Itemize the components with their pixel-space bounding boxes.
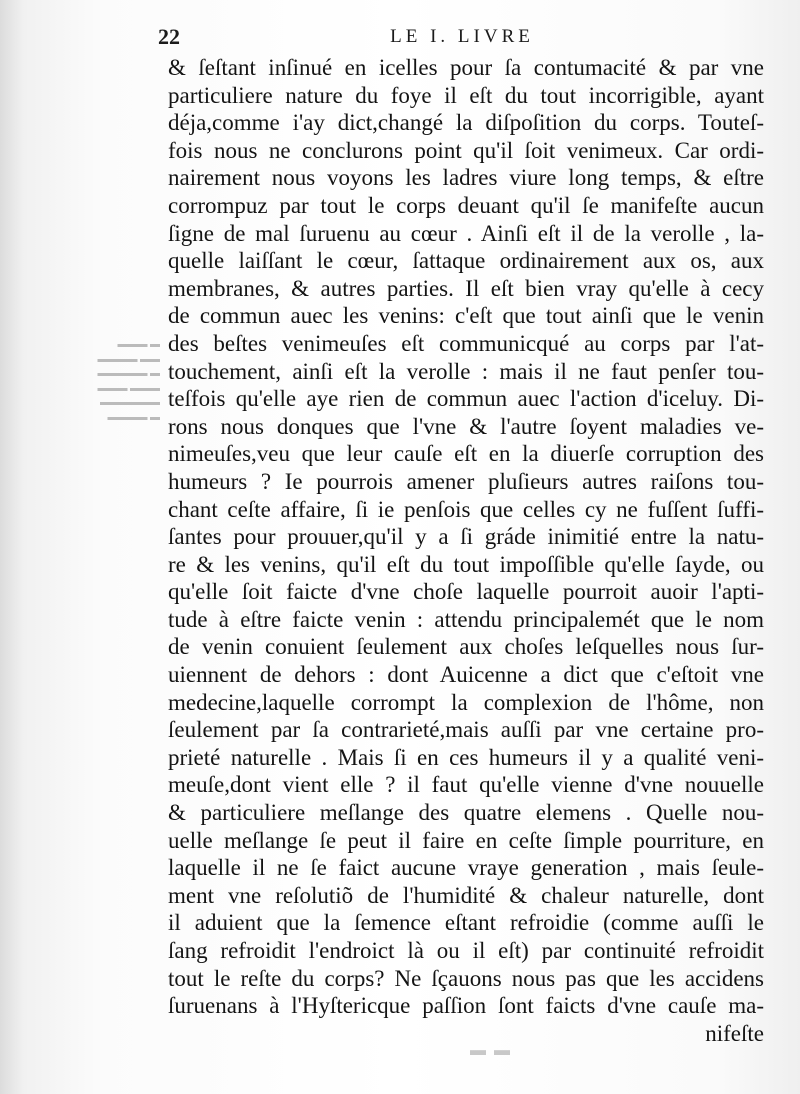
text-line: nairement nous voyons les ladres viure long temps, & eſtre — [168, 165, 764, 191]
text-line: membranes, & autres parties. Il eſt bien vray qu'elle à cecy — [168, 275, 764, 301]
text-line: medecine,laquelle corrompt la complexion de l'hôme, non — [168, 689, 764, 715]
text-line: de venin conuient ſeulement aux choſes leſquelles nous ſur- — [168, 634, 764, 660]
text-line: ſang refroidit l'endroict là ou il eſt) par continuité refroidit — [168, 938, 764, 963]
text-line: ment vne reſolutiõ de l'humidité & chaleur naturelle, dont — [168, 882, 764, 908]
bleed-through-margin-note: ▬▬▬ ▬ ▬▬▬▬ ▬▬ ▬▬▬▬▬ ▬ ▬▬▬ ▬▬▬ ▬▬▬▬▬▬ ▬▬▬▬ ▬ — [97, 339, 160, 423]
text-line: fois nous ne conclurons point qu'il ſoit venimeux. Car ordi- — [168, 137, 764, 163]
text-line: particuliere nature du foye il eſt du tout incorrigible, ayant — [168, 82, 764, 108]
text-line: des beſtes venimeuſes eſt communicqué au corps par l'at- — [168, 330, 764, 356]
text-line: teſfois qu'elle aye rien de commun auec l'action d'iceluy. Di- — [168, 386, 764, 412]
text-line: laquelle il ne ſe faict aucune vraye generation , mais ſeule- — [168, 855, 764, 881]
text-line: nimeuſes,veu que leur cauſe eſt en la diuerſe corruption des — [168, 441, 764, 467]
body-text — [168, 54, 764, 1047]
text-line: uelle meſlange ſe peut il faire en ceſte ſimple pourriture, en — [168, 827, 764, 853]
text-line: prieté naturelle . Mais ſi en ces humeurs il y a qualité veni- — [168, 744, 764, 770]
text-line: & ſeſtant inſinué en icelles pour ſa contumacité & par vne — [168, 55, 764, 80]
running-title: LE I. LIVRE — [390, 26, 534, 47]
text-line: meuſe,dont vient elle ? il faut qu'elle vienne d'vne nouuelle — [168, 772, 764, 798]
running-head — [158, 22, 766, 52]
text-line: ſuruenans à l'Hyſtericque paſſion ſont faicts d'vne cauſe ma- — [168, 993, 764, 1019]
text-line: humeurs ? Ie pourrois amener pluſieurs autres raiſons tou- — [168, 468, 764, 494]
text-line: & particuliere meſlange des quatre elemens . Quelle nou- — [168, 800, 764, 826]
text-line: de commun auec les venins: c'eſt que tout ainſi que le venin — [168, 303, 764, 329]
text-line: ſigne de mal ſuruenu au cœur . Ainſi eſt il de la verolle , la- — [168, 220, 764, 246]
text-line: rons nous donques que l'vne & l'autre ſoyent maladies ve- — [168, 413, 764, 439]
text-line: déja,comme i'ay dict,changé la diſpoſition du corps. Touteſ- — [168, 110, 764, 136]
text-line: ſeulement par ſa contrarieté,mais auſſi par vne certaine pro- — [168, 717, 764, 743]
text-line: qu'elle ſoit faicte d'vne choſe laquelle pourroit auoir l'apti- — [168, 579, 764, 605]
text-line: ſantes pour prouuer,qu'il y a ſi gráde inimitié entre la natu- — [168, 524, 764, 550]
text-line: il aduient que la ſemence eſtant refroidie (comme auſſi le — [168, 910, 764, 936]
text-line: tout le reſte du corps? Ne ſçauons nous pas que les accidens — [168, 965, 764, 991]
text-line: chant ceſte affaire, ſi ie penſois que celles cy ne fuſſent ſuffi- — [168, 496, 764, 522]
text-line: re & les venins, qu'il eſt du tout impoſſible qu'elle ſayde, ou — [168, 551, 764, 577]
text-line: touchement, ainſi eſt la verolle : mais il ne faut penſer tou- — [168, 358, 764, 384]
text-line: corrompuz par tout le corps deuant qu'il ſe manifeſte aucun — [168, 192, 764, 218]
text-line: tude à eſtre faicte venin : attendu principalemét que le nom — [168, 606, 764, 632]
text-line: quelle laiſſant le cœur, ſattaque ordinairement aux os, aux — [168, 248, 764, 274]
text-line: nifeſte — [705, 1020, 764, 1046]
page-number: 22 — [158, 24, 180, 49]
text-line: uiennent de dehors : dont Auicenne a dict que c'eſtoit vne — [168, 662, 764, 688]
bleed-through-signature-mark: ▬ ▬ — [470, 1042, 512, 1059]
